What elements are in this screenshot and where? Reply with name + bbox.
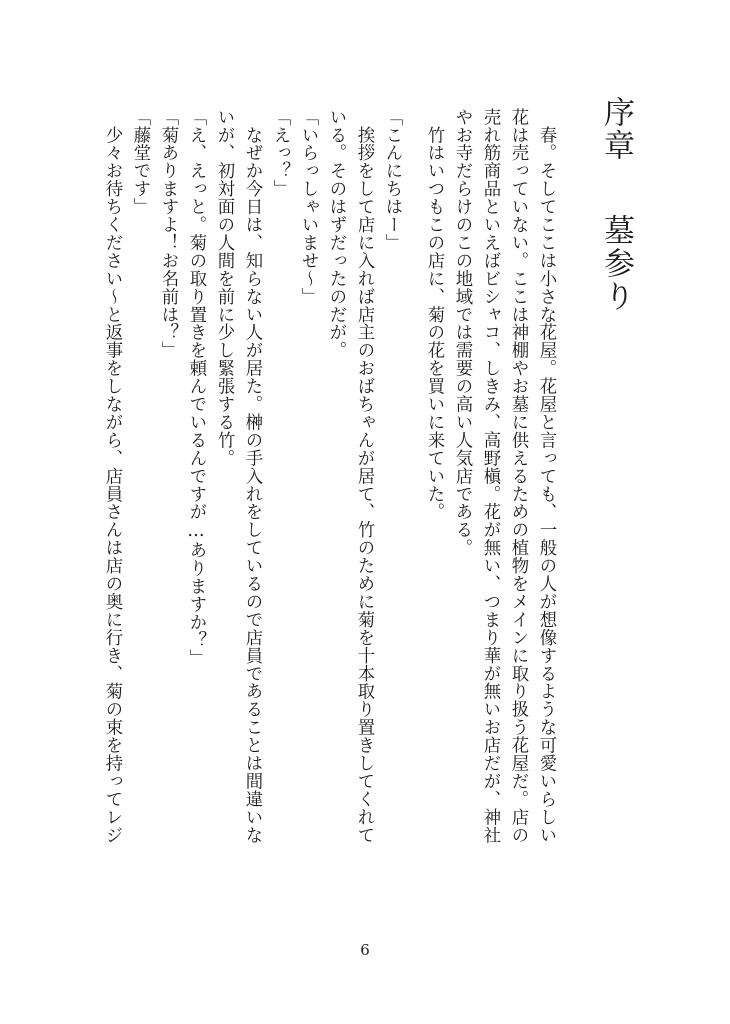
text-line: やお寺だらけのこの地域では需要の高い人気店である。 <box>452 108 472 557</box>
text-line: 挨拶をして店に入れば店主のおばちゃんが居て、竹のために菊を十本取り置きしてくれて <box>354 108 374 844</box>
chapter-title: 墓参り <box>598 214 634 313</box>
chapter-label: 序章 <box>598 96 634 162</box>
text-line: 「藤堂です」 <box>130 108 150 216</box>
text-line: 「こんにちはー」 <box>382 108 402 252</box>
text-line: 「えっ？」 <box>270 108 290 198</box>
text-line: 春。そしてここは小さな花屋。花屋と言っても、一般の人が想像するような可愛いらしい <box>536 108 556 844</box>
text-line: 花は売っていない。ここは神棚やお墓に供えるための植物をメインに取り扱う花屋だ。店の <box>508 108 528 844</box>
text-line: 「いらっしゃいませ～」 <box>298 108 318 306</box>
text-line: いが、初対面の人間を前に少し緊張する竹。 <box>214 108 234 467</box>
text-line: いる。そのはずだったのだが。 <box>326 108 346 360</box>
chapter-heading <box>594 96 638 313</box>
text-line: 「え、えっと。菊の取り置きを頼んでいるんですが…ありますか？」 <box>186 108 206 668</box>
text-line: 少々お待ちください～と返事をしながら、店員さんは店の奥に行き、菊の束を持ってレジ <box>102 108 122 844</box>
text-line: 売れ筋商品といえばビシャコ、しきみ、高野槇。花が無い、つまり華が無いお店だが、神社 <box>480 108 500 844</box>
text-line: なぜか今日は、知らない人が居た。榊の手入れをしているので店員であることは間違いな <box>242 108 262 844</box>
text-line: 「菊ありますよ！お名前は？」 <box>158 108 178 360</box>
text-line: 竹はいつもこの店に、菊の花を買いに来ていた。 <box>424 108 444 521</box>
page-number: 6 <box>360 941 370 959</box>
